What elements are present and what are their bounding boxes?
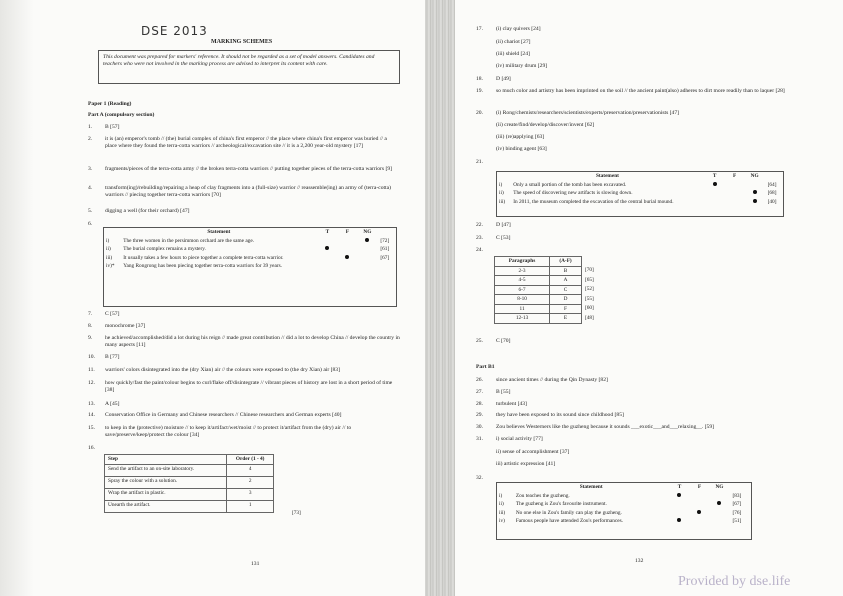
tfng-header: NG bbox=[363, 229, 372, 235]
step-row bbox=[105, 476, 274, 488]
tfng-header: T bbox=[677, 484, 682, 490]
matching-letter: E bbox=[550, 314, 582, 324]
right-page bbox=[455, 0, 843, 596]
book-gutter bbox=[425, 0, 455, 596]
item-answer: (iii) (re)applying [63] bbox=[496, 134, 545, 140]
item-answer: A [45] bbox=[105, 401, 120, 407]
matching-row bbox=[495, 295, 608, 305]
page-number-right: 132 bbox=[635, 558, 644, 564]
item-answer: C [53] bbox=[496, 235, 511, 241]
tfng-header: NG bbox=[750, 173, 759, 179]
item-number: 32. bbox=[476, 475, 483, 481]
paragraph-ref: [68] bbox=[767, 190, 777, 196]
row-label: i) bbox=[499, 181, 503, 188]
item-answer: turbulent [43] bbox=[496, 401, 527, 407]
item-number: 18. bbox=[476, 76, 483, 82]
paragraph-ref: [67] bbox=[732, 501, 742, 507]
matching-letter: D bbox=[550, 295, 582, 305]
paragraph-ref: [51] bbox=[732, 518, 742, 524]
row-label: ii) bbox=[499, 190, 504, 196]
paragraph-range: 4-5 bbox=[495, 276, 550, 286]
item-number: 16. bbox=[88, 445, 95, 451]
item-answer: digging a well (for their orchard) [47] bbox=[105, 208, 190, 214]
item-number: 20. bbox=[476, 110, 483, 116]
statement-text: The burial complex remains a mystery. bbox=[123, 246, 206, 252]
paragraph-range: 11 bbox=[495, 304, 550, 314]
item-answer: B [55] bbox=[496, 389, 511, 395]
statement-text: Famous people have attended Zou's performances. bbox=[515, 518, 624, 524]
item-number: 15. bbox=[88, 425, 95, 431]
item-answer: (ii) chariot [27] bbox=[496, 39, 531, 45]
item-answer: D [49] bbox=[496, 76, 511, 82]
paragraph-range: 2-3 bbox=[495, 266, 550, 276]
item-answer: to keep in the (protective) moisture // to keep it/artifact/wet/moist // to protect it/artifact from the (dry) air // to save/preserve/keep/protect the colour [34] bbox=[105, 425, 352, 438]
row-label: iv) bbox=[499, 518, 505, 524]
statement-text: The guzheng is Zou's favourite instrument. bbox=[515, 501, 607, 507]
item-answer: (iv) military drum [29] bbox=[496, 63, 548, 69]
item-number: 23. bbox=[476, 235, 483, 241]
statement-header: Statement bbox=[207, 229, 231, 235]
tfng-header: NG bbox=[715, 484, 724, 490]
paragraph-ref: [48] bbox=[584, 314, 594, 321]
paragraph-ref: [55] bbox=[584, 295, 594, 302]
tfng-header: T bbox=[712, 173, 717, 179]
matching-row bbox=[495, 266, 608, 276]
item-answer: it is (an) emperor's tomb // (the) burial complex of china's first emperor // the place where china's first emperor was buried // a place where they found the terra-cotta warriors // archeological/excavation site // it is a 2,200 year-old mystery [17] bbox=[105, 136, 387, 149]
step-row bbox=[105, 488, 274, 500]
item-answer: so much color and artistry has been imprinted on the soil // the ancient paint(also) adheres to dirt more readily than to laquer [28] bbox=[496, 88, 785, 94]
item-answer: transform(ing)/rebuilding/repairing a heap of clay fragments into a (full-size) warrior // reassemble(ing) an army of (terra-cotta) warriors // piecing together terra-cotta warriors [70] bbox=[105, 185, 391, 198]
item-answer: (iv) binding agent [63] bbox=[496, 146, 547, 152]
statement-text: It usually takes a few hours to piece together a complete terra-cotta warrior. bbox=[123, 254, 284, 261]
row-label: ii) bbox=[106, 246, 111, 252]
item-number: 29. bbox=[476, 412, 483, 418]
paragraph-ref: [83] bbox=[732, 492, 742, 499]
statement-text: The speed of discovering new artifacts is slowing down. bbox=[513, 190, 633, 196]
statement-text: Only a small portion of the tomb has been excavated. bbox=[513, 181, 627, 188]
matching-letter: C bbox=[550, 285, 582, 295]
item-answer: iii) artistic expression [41] bbox=[496, 461, 556, 467]
item-number: 27. bbox=[476, 389, 483, 395]
step-order: 2 bbox=[227, 476, 274, 488]
q16-ref: [73] bbox=[292, 510, 301, 516]
item-number: 14. bbox=[88, 412, 95, 418]
item-answer: B [57] bbox=[105, 124, 120, 130]
item-number: 13. bbox=[88, 401, 95, 407]
item-number: 11. bbox=[88, 367, 95, 373]
matching-letter: A bbox=[550, 276, 582, 286]
q32-table-frame bbox=[496, 482, 752, 540]
paragraphs-header: Paragraphs bbox=[495, 257, 550, 267]
step-text: Send the artifact to an on-site laboratory. bbox=[105, 464, 227, 476]
matching-row bbox=[495, 304, 608, 314]
item-answer: (ii) create/find/develop/discover/invent [62] bbox=[496, 122, 595, 128]
tfng-header: T bbox=[325, 229, 330, 235]
item-number: 3. bbox=[88, 166, 93, 172]
statement-header: Statement bbox=[579, 484, 603, 490]
paragraph-ref: [65] bbox=[584, 276, 594, 283]
handwritten-note: DSE 2013 bbox=[141, 24, 208, 38]
item-number: 21. bbox=[476, 159, 483, 165]
part-b1-heading: Part B1 bbox=[476, 364, 495, 370]
paragraph-ref: [67] bbox=[380, 254, 390, 261]
letter-header: (A-F) bbox=[550, 257, 582, 267]
item-answer: how quickly/fast the paint/colour begins to curl/flake off/disintegrate // vibrant pieces of history are lost in a short period of time [38] bbox=[105, 380, 393, 393]
item-answer: Conservation Office in Germany and Chinese researchers // Chinese researchers and German experts [40] bbox=[105, 412, 342, 418]
step-order: 3 bbox=[227, 488, 274, 500]
step-text: Spray the colour with a solution. bbox=[105, 476, 227, 488]
paragraph-ref: [61] bbox=[380, 246, 390, 252]
step-order: 4 bbox=[227, 464, 274, 476]
paragraph-ref: [60] bbox=[584, 305, 594, 311]
tfng-header: F bbox=[345, 229, 350, 235]
statement-text: Zou teaches the guzheng. bbox=[515, 492, 570, 499]
statement-text: Yang Rongrong has been piecing together terra-cotta warriors for 39 years. bbox=[123, 263, 283, 269]
matching-letter: B bbox=[550, 266, 582, 276]
q25-answer: C [70] bbox=[496, 338, 511, 344]
item-answer: B [77] bbox=[105, 354, 120, 360]
tfng-header: F bbox=[733, 173, 737, 179]
row-label: iv)* bbox=[106, 263, 115, 269]
item-number: 19. bbox=[476, 88, 483, 94]
row-label: ii) bbox=[499, 501, 504, 507]
item-answer: (i) clay quivers [24] bbox=[496, 26, 541, 32]
item-answer: he achieved/accomplished/did a lot during his reign // made great contribution // did a lot to develop China // develop the country in many aspects [11] bbox=[105, 335, 400, 348]
statement-header: Statement bbox=[595, 173, 619, 179]
item-number: 9. bbox=[88, 335, 93, 341]
matching-row bbox=[495, 276, 608, 286]
matching-row bbox=[495, 285, 608, 295]
marking-schemes-heading: MARKING SCHEMES bbox=[211, 39, 273, 45]
paper-title: Paper 1 (Reading) bbox=[88, 101, 132, 107]
item-answer: since ancient times // during the Qin Dynasty [82] bbox=[496, 377, 608, 383]
item-number: 2. bbox=[88, 136, 93, 142]
item-number: 10. bbox=[88, 354, 95, 360]
disclaimer-text: This document was prepared for markers' reference. It should not be regarded as a set of model answers. Candidates and teachers who were not involved in the marking process are advised to interpret its content with care. bbox=[103, 54, 375, 67]
paragraph-ref: [70] bbox=[584, 267, 594, 273]
matching-row bbox=[495, 314, 608, 324]
paragraph-ref: [40] bbox=[767, 198, 777, 205]
item-number: 6. bbox=[88, 221, 93, 227]
item-number: 24. bbox=[476, 247, 483, 253]
tfng-header: F bbox=[697, 484, 702, 490]
row-label: i) bbox=[499, 492, 503, 499]
item-number: 4. bbox=[88, 185, 93, 191]
statement-text: No one else in Zou's family can play the guzheng. bbox=[515, 509, 622, 516]
part-a-heading: Part A (compulsory section) bbox=[88, 112, 155, 118]
item-number: 7. bbox=[88, 311, 93, 317]
q21-table-frame bbox=[496, 171, 784, 217]
item-answer: i) social activity [77] bbox=[496, 436, 543, 442]
row-label: iii) bbox=[499, 509, 506, 516]
item-number: 17. bbox=[476, 26, 483, 32]
item-answer: ii) sense of accomplishment [37] bbox=[496, 449, 570, 455]
item-answer: (iii) shield [24] bbox=[496, 51, 530, 57]
q24-table bbox=[494, 256, 608, 324]
item-answer: monochrome [37] bbox=[105, 323, 146, 329]
paragraph-ref: [72] bbox=[380, 237, 390, 244]
item-number: 22. bbox=[476, 222, 483, 228]
statement-text: The three women in the persimmon orchard are the same age. bbox=[123, 237, 255, 244]
paragraph-range: 12-13 bbox=[495, 314, 550, 324]
step-row bbox=[105, 464, 274, 476]
step-text: Wrap the artifact in plastic. bbox=[105, 488, 227, 500]
item-number: 30. bbox=[476, 424, 483, 430]
item-answer: D [47] bbox=[496, 222, 511, 228]
statement-text: In 2011, the museum completed the excavation of the central burial mound. bbox=[513, 198, 674, 205]
page-number-left: 131 bbox=[251, 561, 260, 567]
item-answer: Zou believes Westerners like the guzheng because it sounds ___exotic___and___relaxing__. [59] bbox=[496, 424, 715, 430]
item-number: 12. bbox=[88, 380, 95, 386]
order-header: Order (1 - 4) bbox=[227, 455, 274, 465]
matching-letter: F bbox=[550, 304, 582, 314]
row-label: iii) bbox=[499, 198, 506, 205]
q6-table-frame bbox=[103, 227, 397, 307]
disclaimer-box bbox=[98, 50, 400, 84]
step-row bbox=[105, 500, 274, 512]
q16-table bbox=[104, 454, 274, 513]
step-order: 1 bbox=[227, 500, 274, 512]
q25-number: 25. bbox=[476, 338, 483, 344]
item-number: 28. bbox=[476, 401, 483, 407]
item-answer: C [57] bbox=[105, 311, 120, 317]
item-answer: (i) Rong/chemists/researchers/scientists/experts/preservation/preservationists [47] bbox=[496, 110, 679, 116]
item-number: 8. bbox=[88, 323, 93, 329]
item-answer: warriors' colors disintegrated into the (dry Xian) air // the colours were exposed to (the dry Xian) air [83] bbox=[105, 367, 340, 373]
item-number: 26. bbox=[476, 377, 483, 383]
step-header: Step bbox=[105, 455, 227, 465]
step-text: Unearth the artifact. bbox=[105, 500, 227, 512]
item-number: 1. bbox=[88, 124, 93, 130]
footer-watermark: Provided by dse.life bbox=[678, 574, 791, 589]
paragraph-range: 8-10 bbox=[495, 295, 550, 305]
paragraph-ref: [52] bbox=[584, 286, 594, 292]
item-number: 5. bbox=[88, 208, 93, 214]
row-label: iii) bbox=[106, 254, 113, 261]
row-label: i) bbox=[106, 237, 110, 244]
paragraph-ref: [64] bbox=[767, 181, 777, 188]
page-edge-shadow bbox=[0, 0, 34, 596]
paragraph-ref: [76] bbox=[732, 509, 742, 516]
item-number: 31. bbox=[476, 436, 483, 442]
item-answer: they have been exposed to its sound since childhood [85] bbox=[496, 412, 624, 418]
item-answer: fragments/pieces of the terra-cotta army // the broken terra-cotta warriors // putting together pieces of the terra-cotta warriors [9] bbox=[105, 166, 393, 172]
paragraph-range: 6-7 bbox=[495, 285, 550, 295]
